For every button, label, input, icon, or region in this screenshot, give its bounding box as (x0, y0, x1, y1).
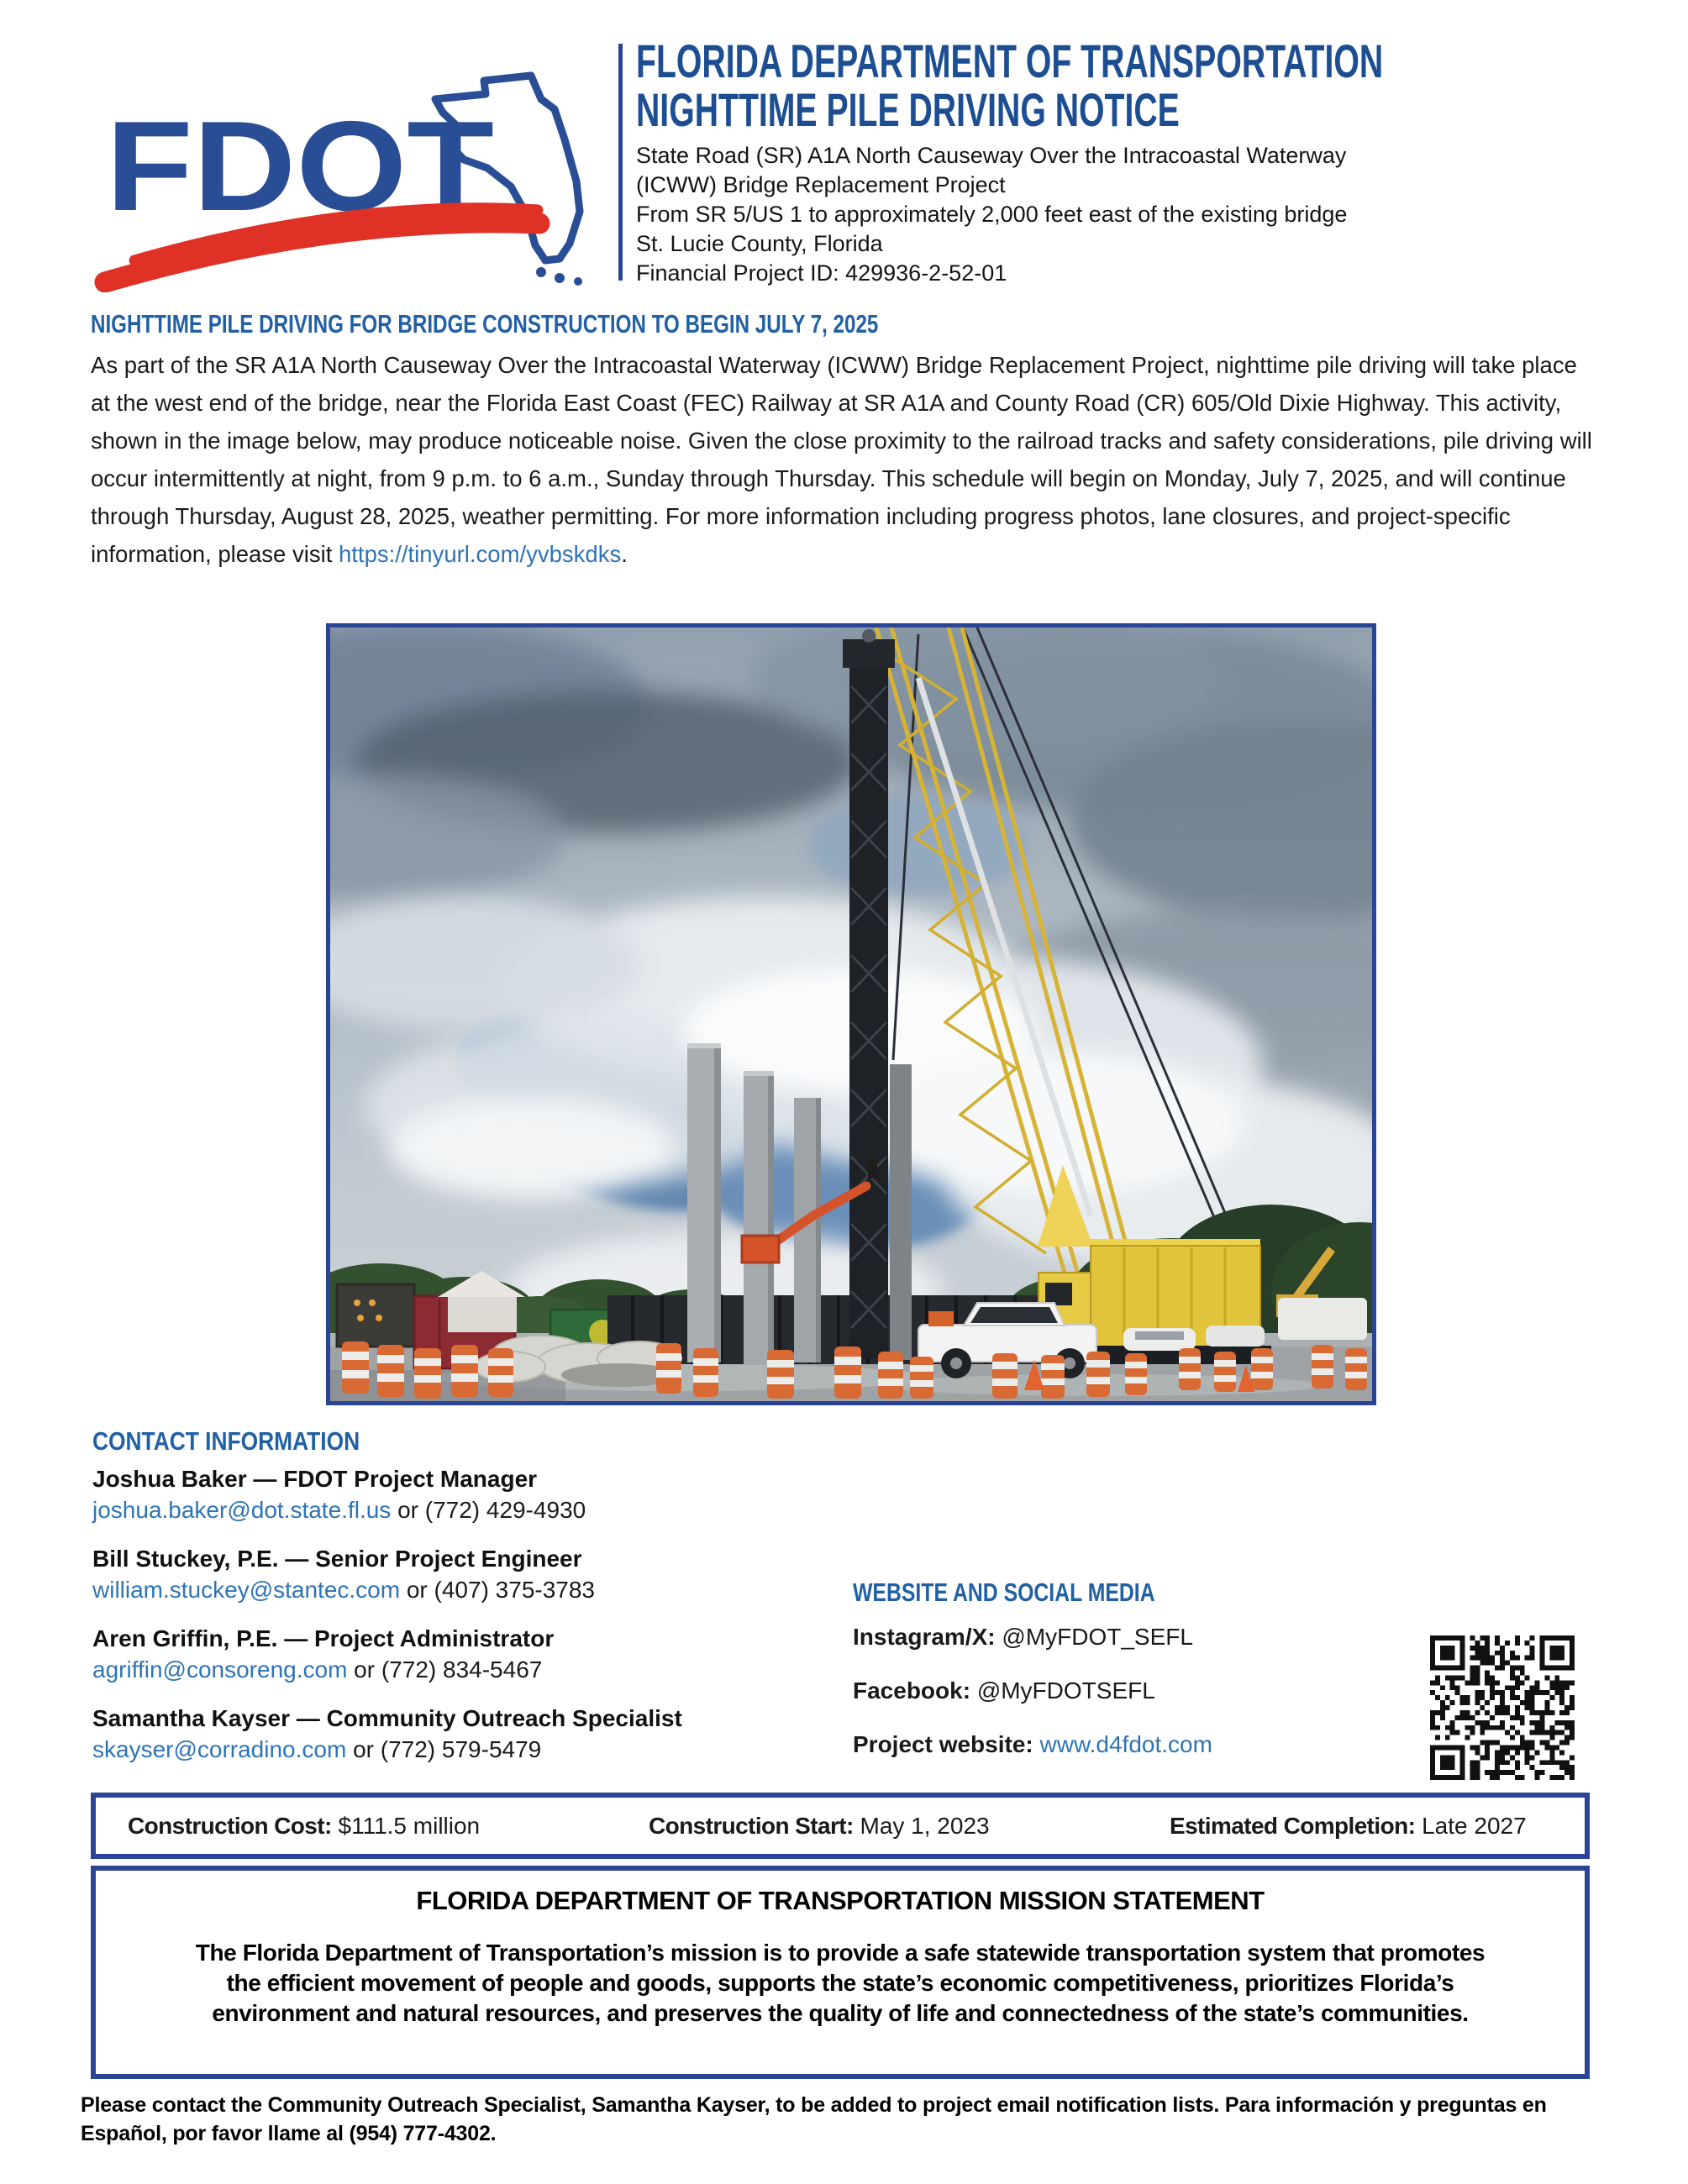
social-item-instagram (853, 1623, 1212, 1651)
subtitle-line: From SR 5/US 1 to approximately 2,000 feet east of the existing bridge (636, 202, 1348, 227)
social-handle: @MyFDOT_SEFL (1002, 1624, 1193, 1650)
contact-email-link[interactable]: joshua.baker@dot.state.fl.us (92, 1497, 392, 1523)
notice-body-period: . (621, 541, 628, 567)
subtitle-line: Financial Project ID: 429936-2-52-01 (636, 260, 1007, 286)
social-handle: @MyFDOTSEFL (976, 1677, 1155, 1704)
florida-keys-dots (536, 267, 582, 286)
construction-cost: Construction Cost: $111.5 million (128, 1812, 481, 1839)
notice-body-text: As part of the SR A1A North Causeway Over the Intracoastal Waterway (ICWW) Bridge Replacement Project, nighttime pile driving will take place at the west end of the bridge, near the Florida East Coast (FEC) Railway at SR A1A and County Road (CR) 605/Old Dixie Highway. This activity, shown in the image below, may produce noticeable noise. Given the close proximity to the railroad tracks and safety considerations, pile driving will occur intermittently at night, from 9 p.m. to 6 a.m., Sunday through Thursday. This schedule will begin on Monday, July 7, 2025, and will continue through Thursday, August 28, 2025, weather permitting. For more information including progress photos, lane closures, and project-specific information, please visit (91, 352, 1592, 567)
fdot-wordmark: FDOT (106, 95, 494, 238)
contact-entry (92, 1543, 832, 1605)
fdot-logo (84, 32, 622, 292)
subtitle-line: (ICWW) Bridge Replacement Project (636, 172, 1006, 197)
social-label: Facebook: (853, 1677, 971, 1704)
construction-start: Construction Start: May 1, 2023 (649, 1812, 990, 1839)
contact-detail (92, 1734, 832, 1765)
contact-email-link[interactable]: skayser@corradino.com (92, 1736, 347, 1762)
contact-entry (92, 1463, 832, 1525)
contact-phone: or (772) 834-5467 (347, 1656, 543, 1683)
construction-photo (326, 623, 1376, 1405)
contact-email-link[interactable]: william.stuckey@stantec.com (92, 1577, 401, 1603)
contact-phone: or (407) 375-3783 (400, 1577, 596, 1603)
contact-email-link[interactable]: agriffin@consoreng.com (92, 1656, 348, 1683)
mission-statement-box (91, 1866, 1590, 2079)
contact-name: Joshua Baker — FDOT Project Manager (92, 1466, 538, 1492)
contact-phone: or (772) 429-4930 (391, 1497, 586, 1523)
contact-entry (92, 1703, 832, 1765)
project-info-bar (91, 1793, 1590, 1859)
contact-detail (92, 1654, 832, 1685)
social-item-facebook (853, 1677, 1212, 1704)
contact-heading: CONTACT INFORMATION (92, 1426, 360, 1456)
notice-body-paragraph (91, 346, 1599, 573)
message-board (337, 1284, 414, 1347)
project-subtitle (636, 141, 1644, 288)
tinyurl-link[interactable]: https://tinyurl.com/yvbskdks (339, 541, 622, 567)
footer-note: Please contact the Community Outreach Specialist, Samantha Kayser, to be added to project email notification lists. Para información y preguntas en Español, por favor llame al (954) 777-4302. (81, 2093, 1547, 2145)
qr-code (1430, 1635, 1575, 1780)
subtitle-line: State Road (SR) A1A North Causeway Over the Intracoastal Waterway (636, 143, 1347, 168)
subtitle-line: St. Lucie County, Florida (636, 231, 883, 256)
mission-body: The Florida Department of Transportation’s mission is to provide a safe statewide transportation system that promotes the efficient movement of people and goods, supports the state’s economic competitiveness, prioritizes Florida’s environment and natural resources, and preserves the quality of life and connectedness of the state’s communities. (195, 1940, 1486, 2026)
page-title-line1: FLORIDA DEPARTMENT OF TRANSPORTATION (636, 34, 1384, 87)
social-label: Project website: (853, 1731, 1033, 1757)
social-item-website (853, 1730, 1212, 1758)
contact-entry (92, 1623, 832, 1685)
header-divider (618, 44, 623, 281)
project-website-link[interactable]: www.d4fdot.com (1039, 1731, 1212, 1757)
contact-phone: or (772) 579-5479 (346, 1736, 542, 1762)
contact-list (92, 1463, 832, 1782)
page-title-line2: NIGHTTIME PILE DRIVING NOTICE (636, 83, 1180, 136)
contact-name: Aren Griffin, P.E. — Project Administrator (92, 1625, 555, 1651)
notice-heading: NIGHTTIME PILE DRIVING FOR BRIDGE CONSTRUCTION TO BEGIN JULY 7, 2025 (91, 309, 879, 339)
contact-detail (92, 1574, 832, 1605)
header-title-block (636, 34, 1644, 288)
social-heading: WEBSITE AND SOCIAL MEDIA (853, 1578, 1155, 1607)
contact-name: Bill Stuckey, P.E. — Senior Project Engineer (92, 1546, 582, 1572)
social-label: Instagram/X: (853, 1624, 996, 1650)
mission-title: FLORIDA DEPARTMENT OF TRANSPORTATION MISSION STATEMENT (416, 1886, 1265, 1915)
contact-detail (92, 1494, 832, 1525)
estimated-completion: Estimated Completion: Late 2027 (1170, 1812, 1527, 1839)
social-list (853, 1623, 1212, 1784)
contact-name: Samantha Kayser — Community Outreach Specialist (92, 1705, 682, 1731)
